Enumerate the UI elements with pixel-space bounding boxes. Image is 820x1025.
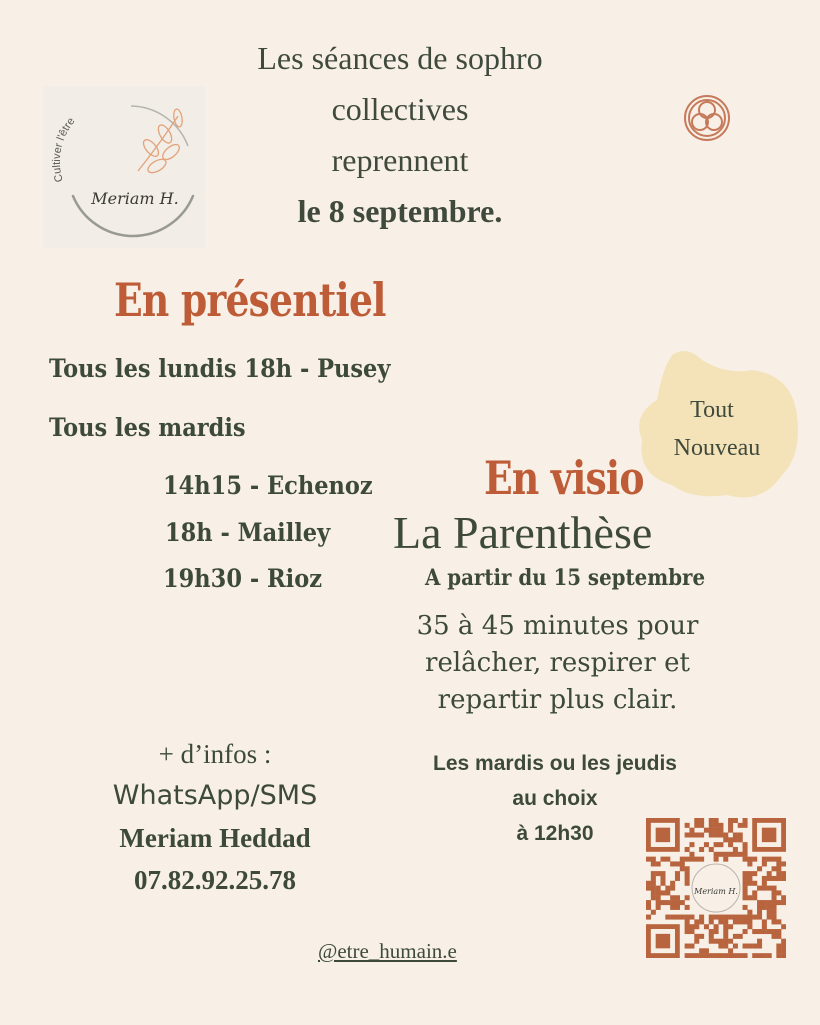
qr-code[interactable] <box>646 818 786 958</box>
badge-blob-shape <box>632 345 802 505</box>
svg-text:Cultiver l'être <box>51 115 78 183</box>
qr-center-signature: Meriam H. <box>694 887 738 896</box>
social-handle-link[interactable]: @etre_humain.e <box>318 939 457 963</box>
badge-line-1: Tout <box>690 397 734 423</box>
tuesday-label: Tous les mardis <box>49 413 246 442</box>
logo-signature: Meriam H. <box>91 189 179 208</box>
tuesday-slot: 19h30 - Rioz <box>163 564 323 593</box>
qr-code-graphic <box>646 818 786 958</box>
days-line: Les mardis ou les jeudis <box>433 752 677 775</box>
header-line-1: Les séances de sophro <box>257 40 543 76</box>
badge-line-2: Nouveau <box>673 435 761 461</box>
header-line-2: collectives <box>331 91 469 127</box>
header-line-3: reprennent <box>331 142 469 178</box>
new-badge <box>632 345 802 505</box>
contact-info-label: + d’infos : <box>158 739 272 769</box>
days-line: à 12h30 <box>516 822 594 845</box>
days-line: au choix <box>512 787 598 810</box>
description-line: repartir plus clair. <box>437 685 678 715</box>
presentiel-title: En présentiel <box>114 273 386 327</box>
visio-start-date: A partir du 15 septembre <box>425 565 706 591</box>
description-line: relâcher, respirer et <box>425 648 690 678</box>
header-date: le 8 septembre. <box>297 193 503 229</box>
description-line: 35 à 45 minutes pour <box>416 611 699 641</box>
qr-finder-pattern <box>646 924 680 958</box>
tuesday-slot: 14h15 - Echenoz <box>163 471 373 500</box>
monday-schedule: Tous les lundis 18h - Pusey <box>49 354 391 383</box>
tuesday-slot: 18h - Mailley <box>165 518 331 547</box>
qr-finder-pattern <box>646 818 680 852</box>
qr-finder-pattern <box>752 818 786 852</box>
knot-icon <box>680 93 734 143</box>
logo-arc-text: Cultiver l'être <box>50 115 78 184</box>
contact-phone[interactable]: 07.82.92.25.78 <box>134 865 296 895</box>
visio-program-name: La Parenthèse <box>393 507 653 558</box>
contact-block <box>70 733 360 901</box>
contact-channel: WhatsApp/SMS <box>112 780 318 811</box>
contact-name: Meriam Heddad <box>119 823 311 853</box>
visio-title: En visio <box>484 451 644 505</box>
visio-description <box>390 608 725 719</box>
